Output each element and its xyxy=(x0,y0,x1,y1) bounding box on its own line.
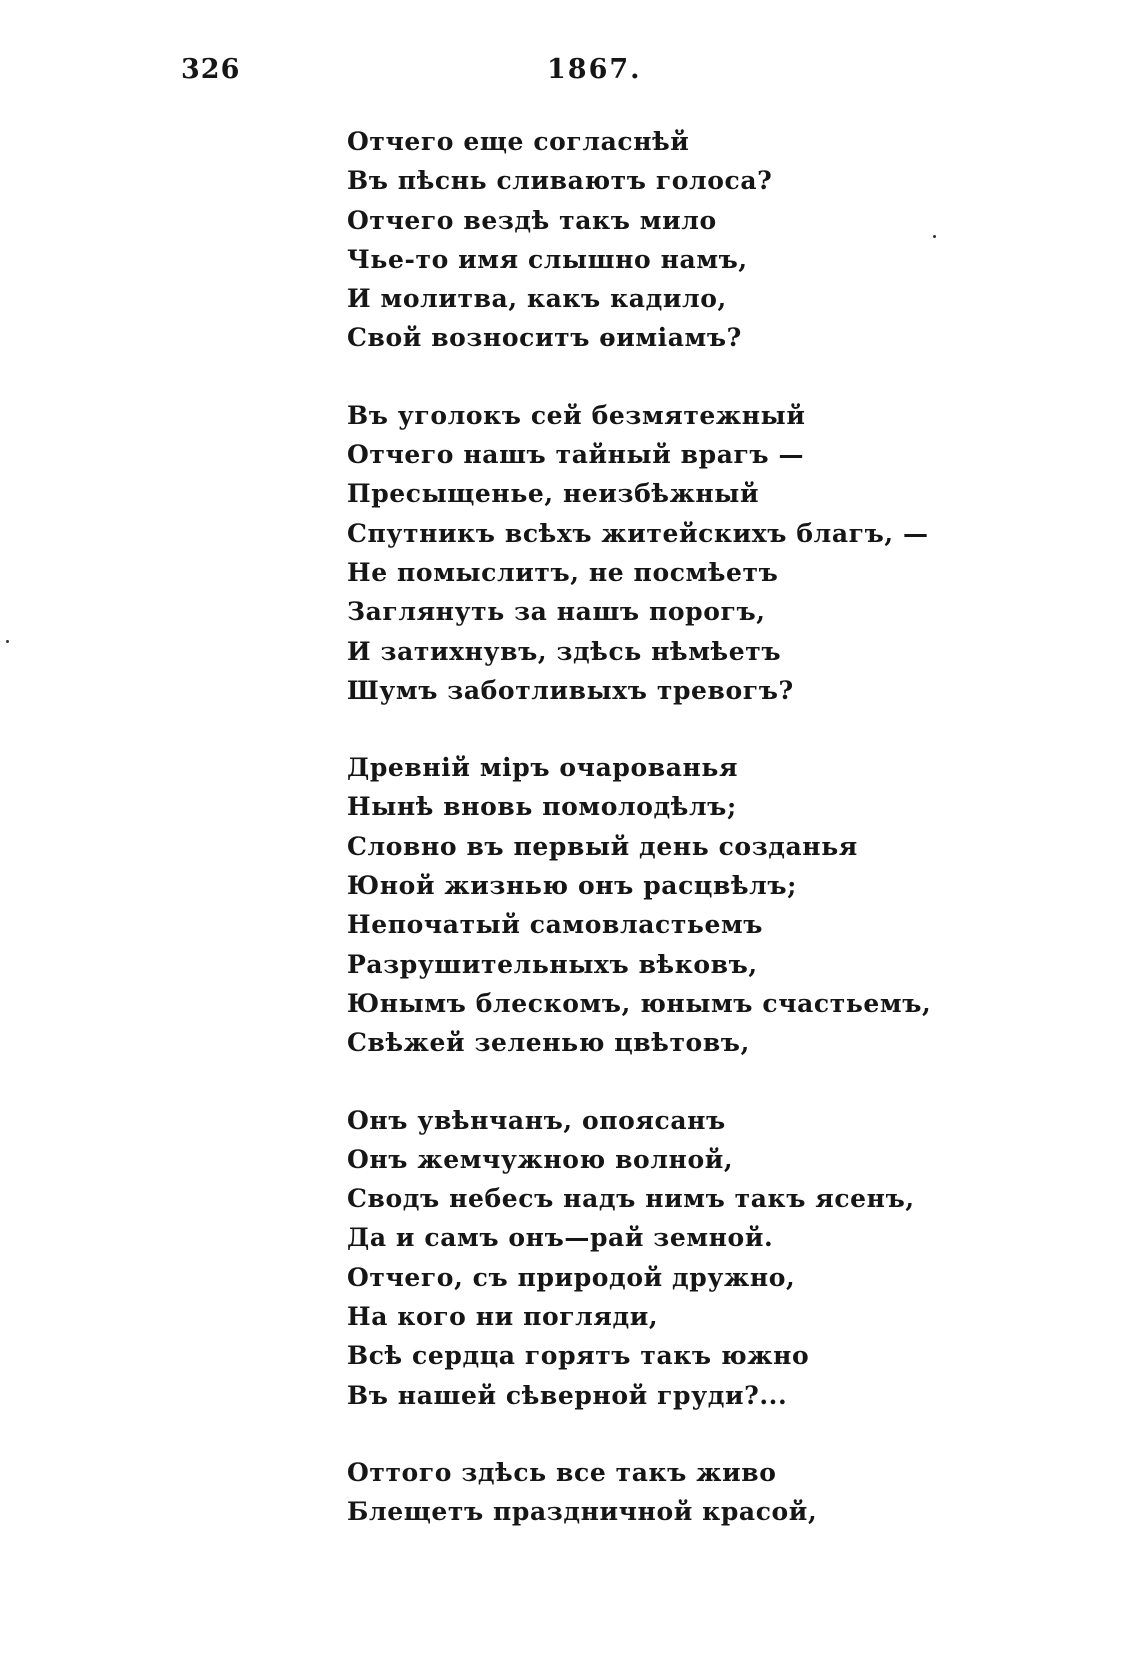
stanza xyxy=(347,1453,1067,1532)
poem-line: Нынѣ вновь помолодѣлъ; xyxy=(347,792,737,822)
poem-line: Непочатый самовластьемъ xyxy=(347,910,764,940)
stanza xyxy=(347,1101,1067,1415)
page-number: 326 xyxy=(181,54,241,85)
poem-line: Свѣжей зеленью цвѣтовъ, xyxy=(347,1028,750,1058)
poem-line: Разрушительныхъ вѣковъ, xyxy=(347,949,758,979)
poem-line: Сводъ небесъ надъ нимъ такъ ясенъ, xyxy=(347,1184,915,1214)
poem-line: Шумъ заботливыхъ тревогъ? xyxy=(347,675,794,705)
poem-line: И затихнувъ, здѣсь нѣмѣетъ xyxy=(347,636,782,666)
stanza xyxy=(347,396,1067,710)
running-header xyxy=(0,54,1140,94)
poem-line: Блещетъ праздничной красой, xyxy=(347,1497,818,1527)
stanza xyxy=(347,122,1067,358)
poem-line: Чье-то имя слышно намъ, xyxy=(347,244,748,274)
poem-line: Отчего, съ природой дружно, xyxy=(347,1262,796,1292)
poem-line: Оттого здѣсь все такъ живо xyxy=(347,1457,777,1487)
poem-line: Заглянуть за нашъ порогъ, xyxy=(347,597,766,627)
poem-line: Словно въ первый день созданья xyxy=(347,831,858,861)
poem-line: Пресыщенье, неизбѣжный xyxy=(347,479,760,509)
poem-line: Отчего еще согласнѣй xyxy=(347,127,690,156)
poem-line: Да и самъ онъ—рай земной. xyxy=(347,1223,774,1253)
poem-line: Свой возноситъ ѳиміамъ? xyxy=(347,323,742,353)
poem-line: Онъ жемчужною волной, xyxy=(347,1144,734,1174)
poem-line: На кого ни погляди, xyxy=(347,1302,659,1332)
poem-line: Въ уголокъ сей безмятежный xyxy=(347,400,806,430)
poem-line: Юной жизнью онъ расцвѣлъ; xyxy=(347,871,797,901)
poem-line: Отчего вездѣ такъ мило xyxy=(347,205,717,235)
stanza xyxy=(347,748,1067,1062)
poem-line: Всѣ сердца горятъ такъ южно xyxy=(347,1341,810,1371)
poem-line: Не помыслитъ, не посмѣетъ xyxy=(347,557,779,587)
poem-body xyxy=(347,122,1067,1570)
poem-line: Въ нашей сѣверной груди?... xyxy=(347,1380,788,1410)
print-speck xyxy=(933,235,936,238)
print-speck xyxy=(6,640,9,643)
poem-line: Въ пѣснь сливаютъ голоса? xyxy=(347,166,773,196)
poem-line: И молитва, какъ кадило, xyxy=(347,284,727,314)
poem-line: Древній міръ очарованья xyxy=(347,753,739,783)
poem-line: Юнымъ блескомъ, юнымъ счастьемъ, xyxy=(347,988,932,1018)
poem-line: Спутникъ всѣхъ житейскихъ благъ, — xyxy=(347,518,929,548)
poem-line: Онъ увѣнчанъ, опоясанъ xyxy=(347,1105,726,1135)
running-title-year: 1867. xyxy=(547,54,642,85)
poem-line: Отчего нашъ тайный врагъ — xyxy=(347,440,805,470)
